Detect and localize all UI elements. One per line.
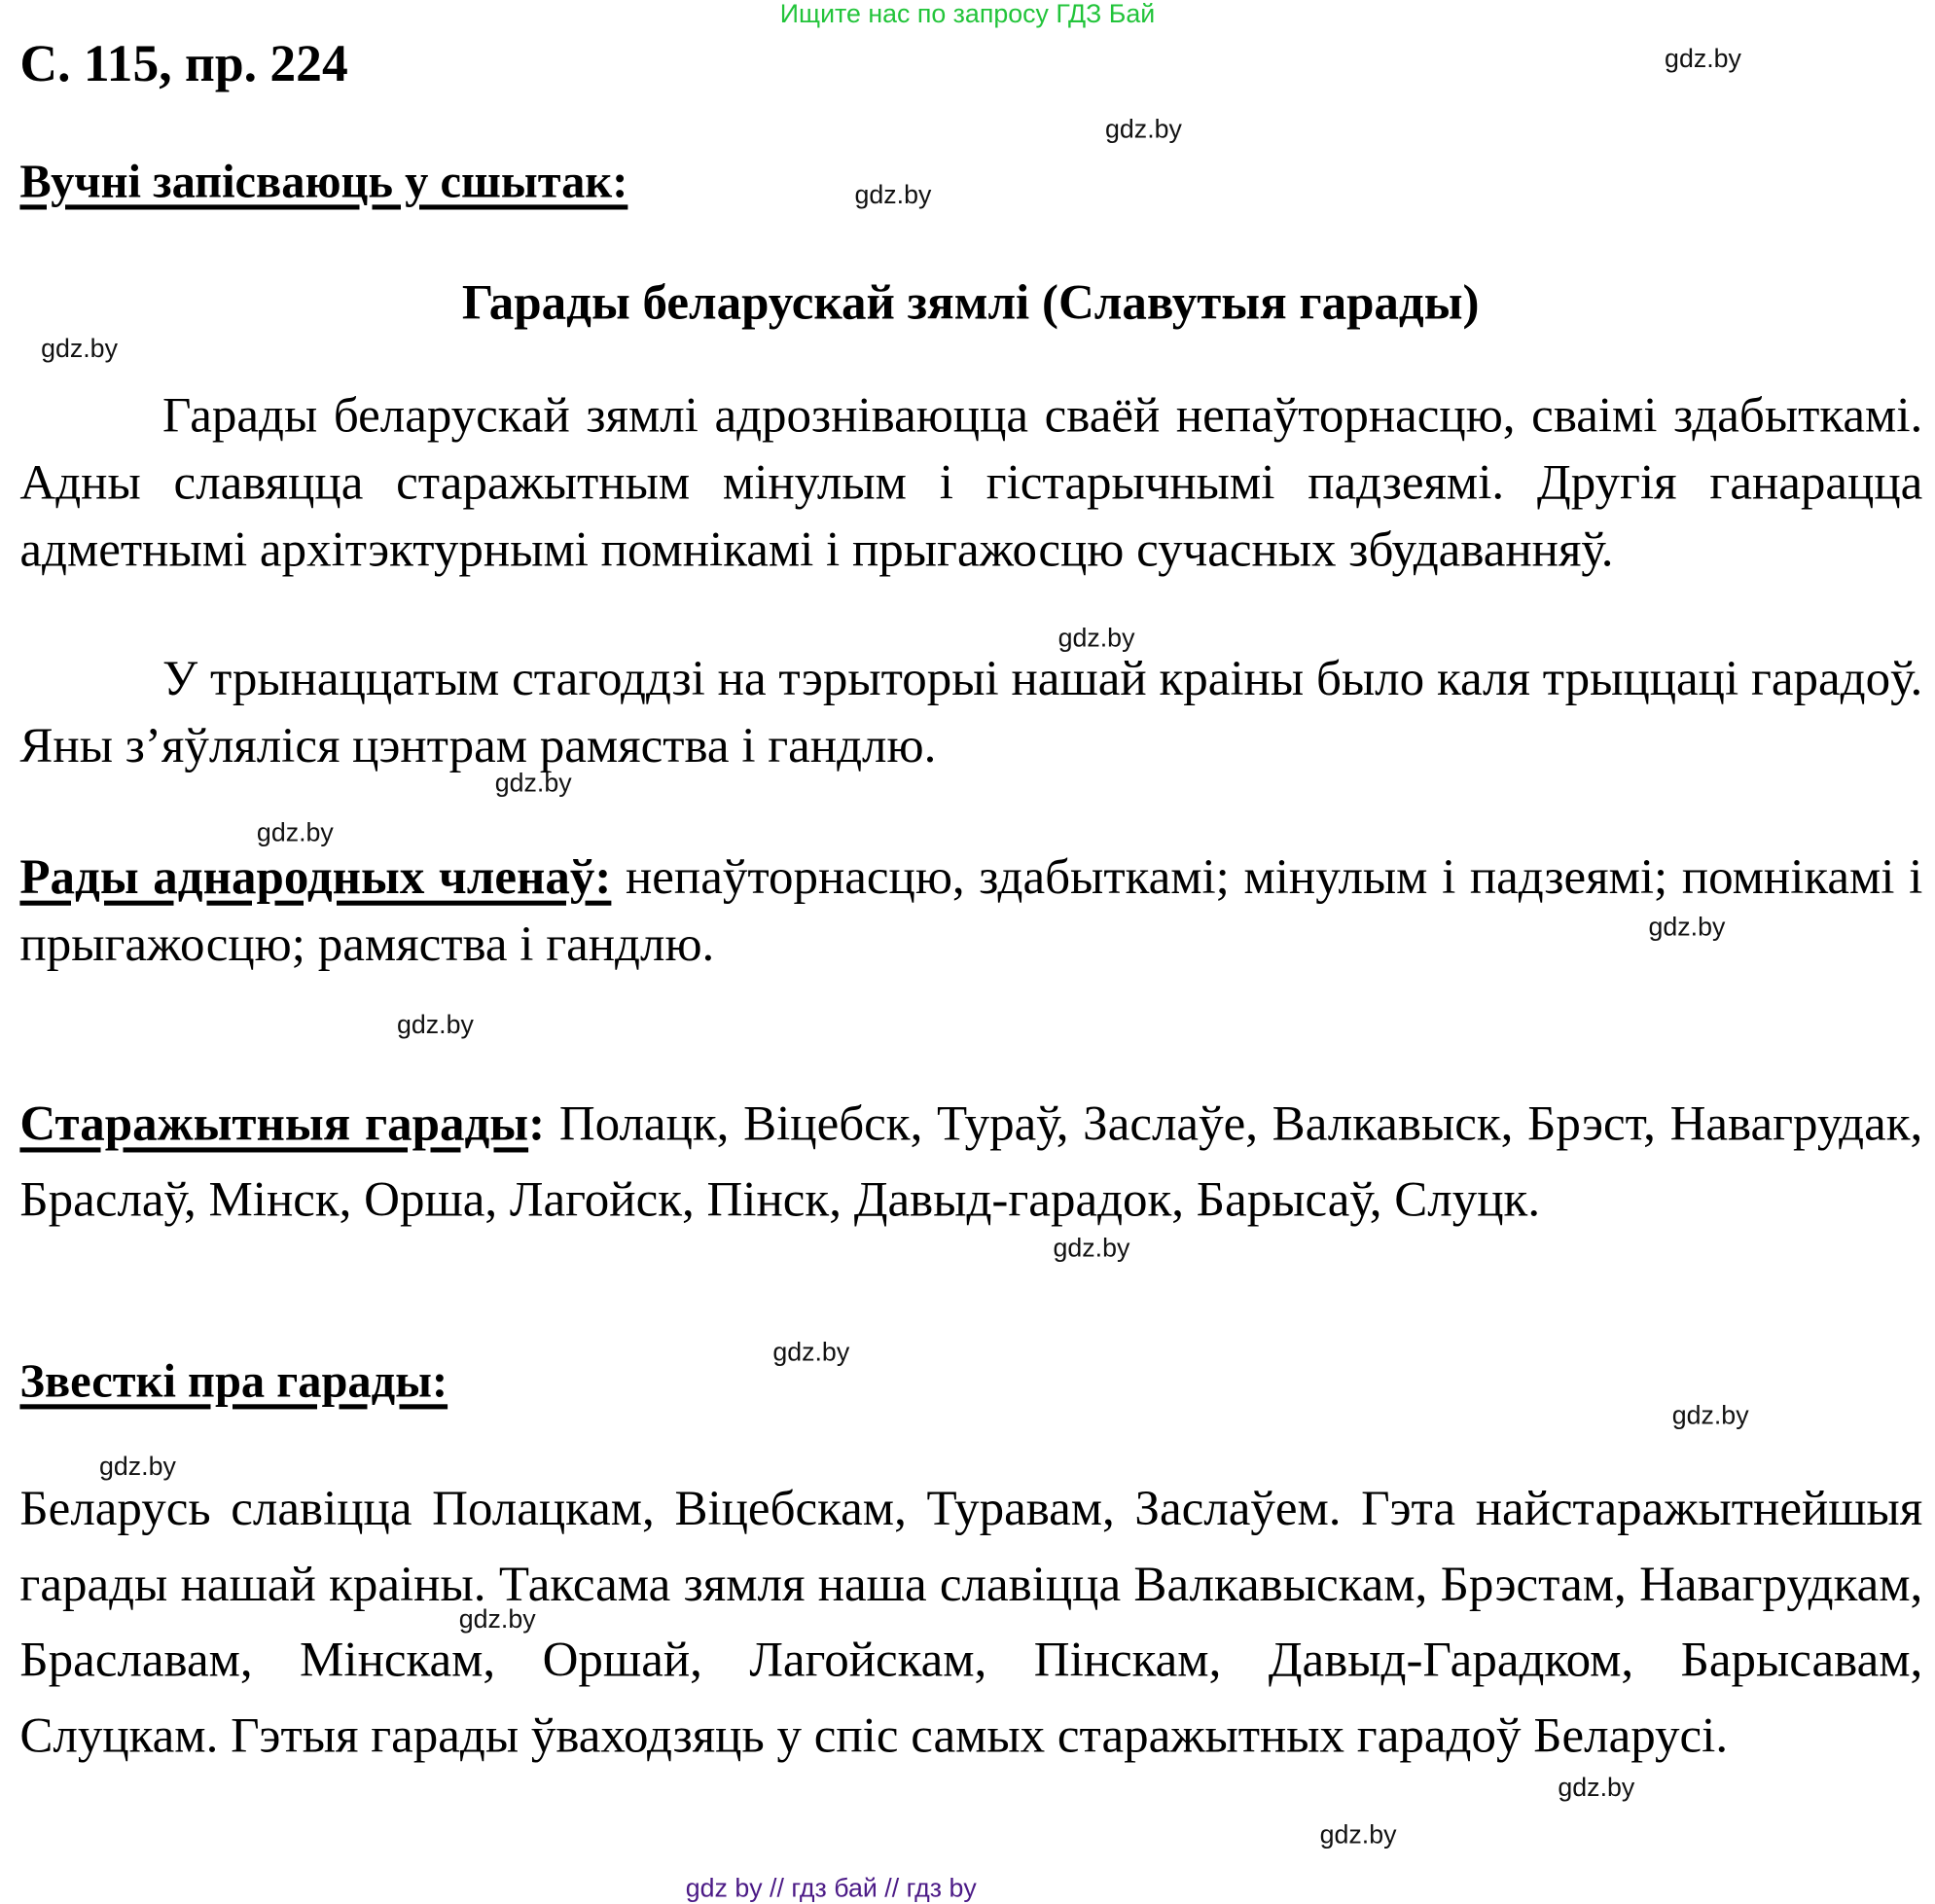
city-facts-text: Беларусь славіцца Полацкам, Віцебскам, Туравам, Заслаўем. Гэта найстаражытнейшыя гарады нашай краіны. Таксама зямля наша славіцца Валкавыскам, Брэстам, Навагрудкам, Браславам, Мінскам, Оршай, Лагойскам, Пінскам, Давыд-Гарадком, Барысавам, Слуцкам. Гэтыя гарады ўваходзяць у спіс самых старажытных гарадоў Беларусі. — [19, 1480, 1923, 1763]
watermark: gdz.by — [772, 1338, 850, 1368]
homogeneous-members-section — [19, 844, 1922, 978]
watermark: gdz.by — [1105, 115, 1182, 144]
page-reference: С. 115, пр. 224 — [19, 35, 348, 93]
ancient-cities-heading: Старажытныя гарады — [19, 1095, 529, 1152]
paragraph-2: У трынаццатым стагоддзі на тэрыторыі нашай краіны было каля трыццаці гарадоў. Яны з’яўляліся цэнтрам рамяства і гандлю. — [19, 650, 1923, 773]
ancient-cities-list: Полацк, Віцебск, Тураў, Заслаўе, Валкавыск, Брэст, Навагрудак, Браслаў, Мінск, Орша, Лагойск, Пінск, Давыд-гарадок, Барысаў, Слуцк. — [19, 1095, 1923, 1227]
homogeneous-members-heading: Рады аднародных членаў: — [19, 848, 612, 905]
city-facts-heading: Звесткі пра гарады: — [19, 1355, 448, 1409]
watermark: gdz.by — [397, 1011, 474, 1040]
watermark: gdz.by — [1671, 1401, 1749, 1431]
homogeneous-members-text: непаўторнасцю, здабыткамі; мінулым і падзеямі; помнікамі і прыгажосцю; рамяства і гандлю. — [19, 848, 1923, 972]
watermark: gdz.by — [256, 818, 334, 847]
text-title: Гарады беларускай зямлі (Славутыя гарады) — [461, 273, 1480, 331]
ancient-cities-colon: : — [528, 1095, 546, 1152]
watermark: gdz.by — [1665, 44, 1741, 74]
watermark: gdz.by — [1319, 1820, 1397, 1850]
watermark: gdz.by — [1648, 913, 1726, 942]
watermark: gdz.by — [854, 181, 932, 210]
search-banner: Ищите нас по запросу ГДЗ Бай — [779, 0, 1156, 29]
paragraph-1: Гарады беларускай зямлі адрозніваюцца сваёй непаўторнасцю, сваімі здабыткамі. Адны славяцца старажытным мінулым і гістарычнымі падзеямі. Другія ганарацца адметнымі архітэктурнымі помнікамі і прыгажосцю сучасных збудаванняў. — [19, 386, 1923, 577]
watermark: gdz.by — [41, 335, 118, 364]
watermark: gdz.by — [99, 1453, 176, 1482]
ancient-cities-section — [19, 1086, 1922, 1238]
watermark: gdz.by — [494, 769, 572, 798]
watermark: gdz.by — [1053, 1234, 1130, 1263]
footer-links: gdz by // гдз бай // гдз by — [685, 1874, 977, 1903]
notebook-heading: Вучні запісваюць у сшытак: — [19, 156, 628, 209]
watermark: gdz.by — [458, 1604, 536, 1635]
watermark: gdz.by — [1558, 1774, 1635, 1803]
watermark: gdz.by — [1057, 624, 1135, 653]
